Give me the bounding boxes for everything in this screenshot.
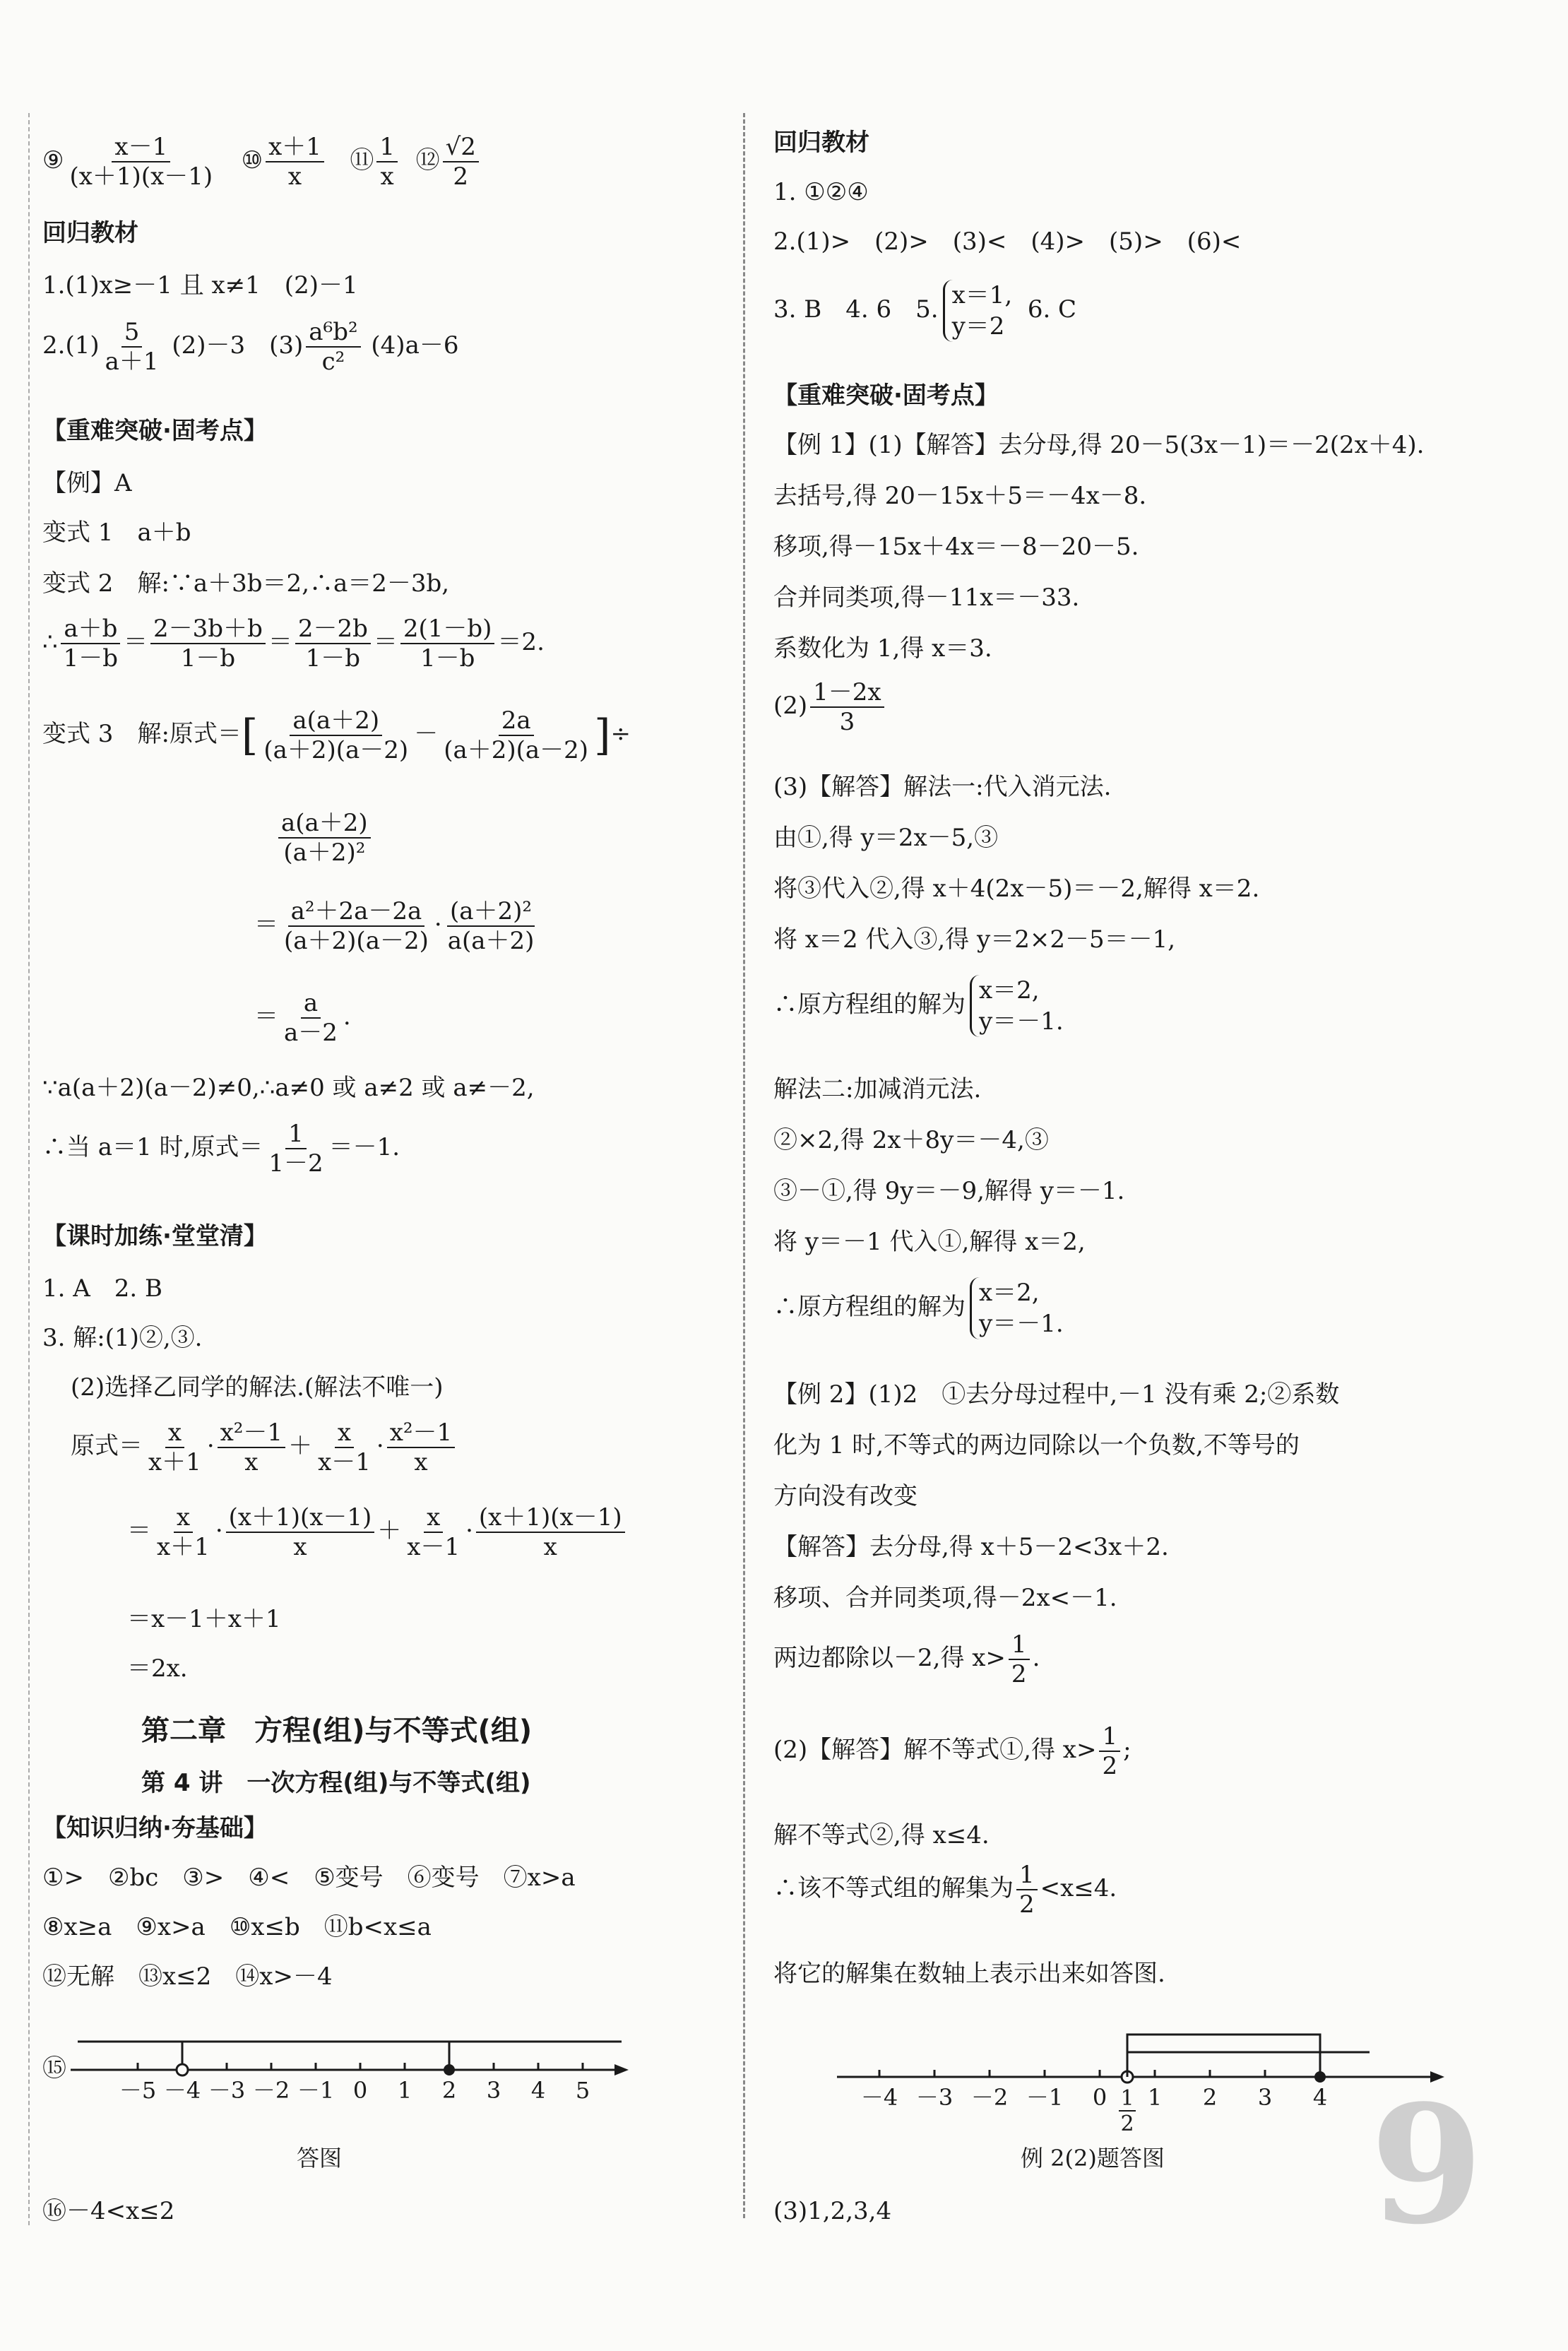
answer-line: ＝2x. xyxy=(127,1654,188,1683)
tick-label: －4 xyxy=(860,2084,898,2111)
answer-line: 1. A 2. B xyxy=(42,1274,163,1303)
section-heading: 回归教材 xyxy=(42,219,138,247)
answer-line: (2) $\frac{1-2x}{3}$ xyxy=(773,678,887,736)
tick-label: －3 xyxy=(208,2077,246,2104)
closed-point xyxy=(1314,2071,1326,2083)
tick-label: 1 xyxy=(397,2077,412,2104)
lesson-title: 第 4 讲 一次方程(组)与不等式(组) xyxy=(141,1769,531,1797)
answer-line: 移项,得－15x＋4x＝－8－20－5. xyxy=(773,533,1139,561)
answer-line: 解法二:加减消元法. xyxy=(773,1075,982,1103)
figure-caption: 例 2(2)题答图 xyxy=(1021,2145,1165,2172)
answer-line: 去括号,得 20－15x＋5＝－4x－8. xyxy=(773,482,1147,510)
section-heading: 【课时加练·堂堂清】 xyxy=(42,1222,268,1250)
section-heading: 回归教材 xyxy=(773,129,869,157)
answer-line: (3)1,2,3,4 xyxy=(773,2197,892,2225)
answer-line: 【例 2】(1)2 ①去分母过程中,－1 没有乘 2;②系数 xyxy=(773,1380,1340,1409)
answer-line: (3)【解答】解法一:代入消元法. xyxy=(773,773,1112,801)
answer-line: ＝ $\frac{x}{x+1}$ · $\frac{(x+1)(x-1)}{x}$ ＋ $\frac{x}{x-1}$ · $\frac{(x+1)(x-1)}{x}$ xyxy=(127,1503,628,1561)
tick-label: 2 xyxy=(441,2077,457,2104)
answer-line: 1. ①②④ xyxy=(773,178,869,206)
tick-label: 5 xyxy=(575,2077,590,2104)
answer-line: 原式＝ $\frac{x}{x+1}$ · $\frac{\text{x²－1}}{x}$ ＋ $\frac{x}{x-1}$ · $\frac{\text{x²－1}}{x}$ xyxy=(71,1419,458,1476)
tick-label: 3 xyxy=(486,2077,501,2104)
tick-label: －3 xyxy=(915,2084,954,2111)
tick-label: －4 xyxy=(163,2077,201,2104)
answer-line: 方向没有改变 xyxy=(773,1482,917,1510)
figure-caption: 答图 xyxy=(297,2145,343,2172)
tick-label: 0 xyxy=(352,2077,368,2104)
answer-line: 2.(1) $\frac{5}{a+1}$ (2)－3 (3) $\frac{\text{a⁶b²}}{\text{c²}}$ (4)a－6 xyxy=(42,318,459,376)
answer-line: 化为 1 时,不等式的两边同除以一个负数,不等号的 xyxy=(773,1431,1300,1459)
tick-label: 1 xyxy=(1147,2084,1163,2111)
number-line-left xyxy=(71,2020,636,2105)
tick-label: 3 xyxy=(1257,2084,1273,2111)
answer-line: ＝ $\frac{a}{a-2}$ . xyxy=(254,989,351,1047)
answer-line: ∵a(a＋2)(a－2)≠0,∴a≠0 或 a≠2 或 a≠－2, xyxy=(42,1074,535,1102)
answer-line: 3. B 4. 6 5. x＝1, y＝2 6. C xyxy=(773,281,1077,340)
number-line-right xyxy=(837,2013,1459,2133)
answer-line: 2.(1)> (2)> (3)< (4)> (5)> (6)< xyxy=(773,227,1242,256)
answer-line-9-12: ⑨ $\frac{x-1}{(x+1)(x-1)}$ ⑩ $\frac{x+1}{x}$ ⑪ $\frac{1}{x}$ ⑫ $\frac{√2}{2}$ xyxy=(42,133,482,191)
answer-line: 变式 1 a＋b xyxy=(42,519,191,547)
answer-line: 变式 3 解:原式＝[ $\frac{a(a+2)}{(a+2)(a-2)}$ － $\frac{2a}{(a+2)(a-2)}$ ]÷ xyxy=(42,706,631,764)
answer-line: (2)选择乙同学的解法.(解法不唯一) xyxy=(71,1373,444,1402)
answer-line: ∴原方程组的解为 x＝2, y＝－1. xyxy=(773,976,1064,1036)
column-divider xyxy=(743,113,745,2218)
tick-label: 2 xyxy=(1202,2084,1218,2111)
tick-label: －5 xyxy=(119,2077,157,2104)
answer-line: 【例 1】(1)【解答】去分母,得 20－5(3x－1)＝－2(2x＋4). xyxy=(773,431,1425,459)
answer-line: ∴ $\frac{a+b}{1-b}$ ＝ $\frac{2-3b+b}{1-b}$ ＝ $\frac{2-2b}{1-b}$ ＝ $\frac{2(1-b)}{1-b}$ ＝2. xyxy=(42,615,545,673)
answer-line: ③－①,得 9y＝－9,解得 y＝－1. xyxy=(773,1177,1125,1205)
answer-line: ⑫无解 ⑬x≤2 ⑭x>－4 xyxy=(42,1962,333,1991)
secondary-bracket xyxy=(1127,2052,1370,2077)
answer-line: 【解答】去分母,得 x＋5－2<3x＋2. xyxy=(773,1533,1169,1561)
answer-label: ⑮ xyxy=(42,2054,66,2083)
half-label-den: 2 xyxy=(1120,2112,1134,2133)
answer-line: $\frac{a(a+2)}{\text{(a＋2)²}}$ xyxy=(275,809,374,867)
solution-bracket xyxy=(1127,2035,1320,2077)
answer-line: 变式 2 解:∵a＋3b＝2,∴a＝2－3b, xyxy=(42,569,450,598)
answer-line: 将它的解集在数轴上表示出来如答图. xyxy=(773,1960,1165,1988)
tick-label: －1 xyxy=(297,2077,335,2104)
answer-line: 将 y＝－1 代入①,解得 x＝2, xyxy=(773,1228,1086,1256)
answer-line: ∴当 a＝1 时,原式＝ $\frac{1}{1-2}$ ＝－1. xyxy=(42,1120,400,1178)
answer-line: 合并同类项,得－11x＝－33. xyxy=(773,584,1080,612)
answer-line: ⑯－4<x≤2 xyxy=(42,2197,175,2225)
chapter-title: 第二章 方程(组)与不等式(组) xyxy=(141,1715,533,1747)
tick-label: 4 xyxy=(1312,2084,1328,2111)
answer-line: 两边都除以－2,得 x> $\frac{1}{2}$ . xyxy=(773,1630,1040,1688)
answer-line: ＝ $\frac{\text{a²＋2a－2a}}{(a+2)(a-2)}$ · $\frac{\text{(a＋2)²}}{a(a+2)}$ xyxy=(254,897,535,955)
tick-label: －2 xyxy=(252,2077,290,2104)
left-margin-line xyxy=(28,113,30,2225)
section-heading: 【重难突破·固考点】 xyxy=(773,381,999,410)
answer-line: ①> ②bc ③> ④< ⑤变号 ⑥变号 ⑦x>a xyxy=(42,1864,576,1892)
answer-line: 系数化为 1,得 x＝3. xyxy=(773,634,992,663)
page-number: 9 xyxy=(1370,2070,1483,2261)
answer-line: ＝x－1＋x＋1 xyxy=(127,1605,281,1633)
section-heading: 【重难突破·固考点】 xyxy=(42,417,268,445)
answer-line: 由①,得 y＝2x－5,③ xyxy=(773,824,999,852)
tick-label: －2 xyxy=(970,2084,1009,2111)
answer-line: ∴原方程组的解为 x＝2, y＝－1. xyxy=(773,1279,1064,1338)
half-label-num: 1 xyxy=(1120,2086,1134,2111)
axis-arrow xyxy=(614,2064,629,2075)
tick-label: 0 xyxy=(1092,2084,1107,2111)
closed-point xyxy=(444,2064,455,2075)
answer-line: 移项、合并同类项,得－2x<－1. xyxy=(773,1584,1117,1612)
answer-line: 1.(1)x≥－1 且 x≠1 (2)－1 xyxy=(42,271,358,300)
answer-line: ②×2,得 2x＋8y＝－4,③ xyxy=(773,1126,1049,1154)
answer-line: 【例】A xyxy=(42,469,132,497)
answer-line: (2)【解答】解不等式①,得 x> $\frac{1}{2}$ ; xyxy=(773,1722,1132,1780)
section-heading: 【知识归纳·夯基础】 xyxy=(42,1814,268,1842)
answer-line: ⑧x≥a ⑨x>a ⑩x≤b ⑪b<x≤a xyxy=(42,1913,432,1941)
answer-line: 解不等式②,得 x≤4. xyxy=(773,1821,990,1849)
tick-label: 4 xyxy=(530,2077,546,2104)
answer-line: 将 x＝2 代入③,得 y＝2×2－5＝－1, xyxy=(773,925,1176,954)
answer-line: 3. 解:(1)②,③. xyxy=(42,1324,203,1352)
answer-line: 将③代入②,得 x＋4(2x－5)＝－2,解得 x＝2. xyxy=(773,875,1260,903)
tick-label: －1 xyxy=(1026,2084,1064,2111)
answer-line: ∴该不等式组的解集为 $\frac{1}{2}$ <x≤4. xyxy=(773,1861,1117,1919)
open-point xyxy=(177,2064,188,2075)
